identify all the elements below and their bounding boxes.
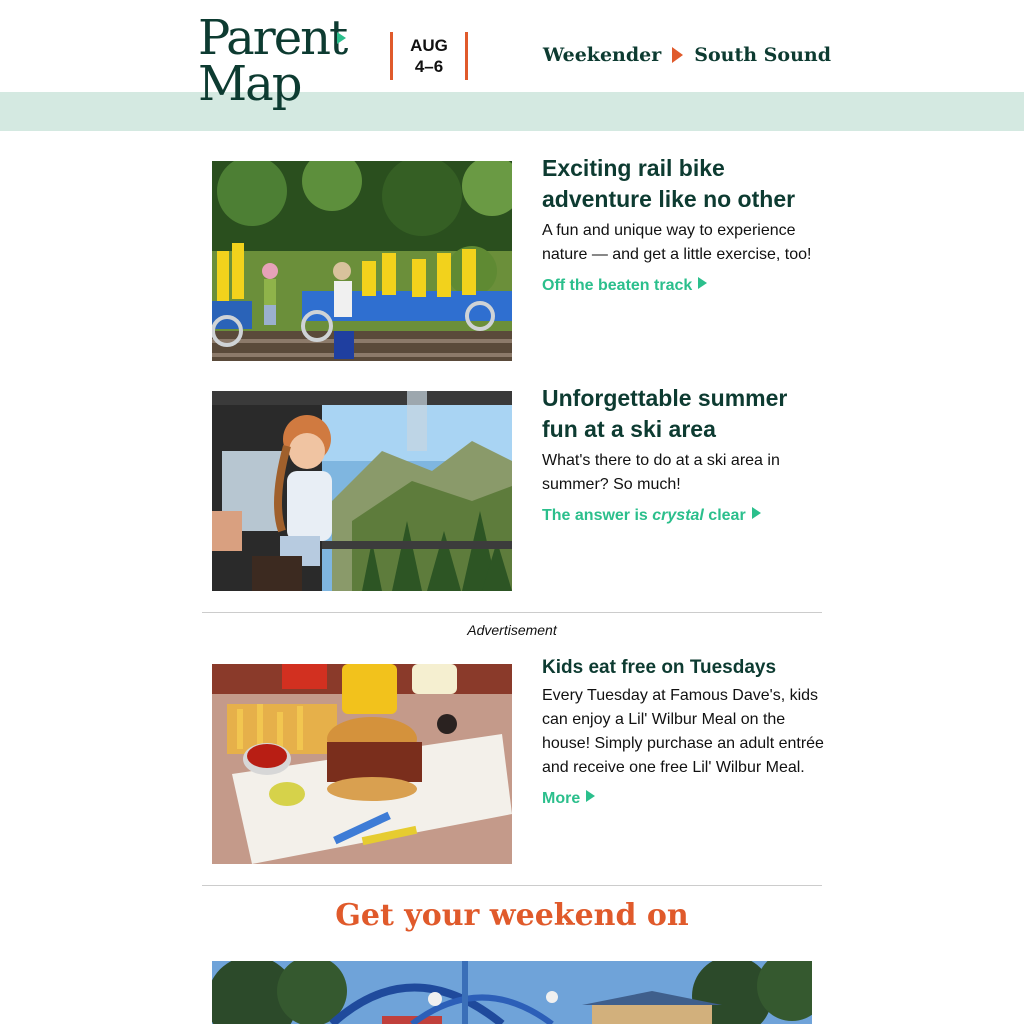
date-month: AUG — [410, 36, 448, 55]
advertisement-label: Advertisement — [467, 622, 557, 638]
section-feature-image[interactable] — [212, 961, 812, 1024]
divider — [202, 612, 822, 613]
nav-weekender[interactable]: Weekender — [542, 44, 662, 66]
ad-image[interactable] — [212, 664, 512, 864]
parentmap-logo[interactable] — [198, 10, 358, 124]
cta-label: Off the beaten track — [542, 277, 693, 294]
article-cta-link[interactable] — [542, 507, 761, 525]
article-cta-link[interactable] — [542, 277, 707, 295]
date-range: 4–6 — [414, 57, 444, 76]
edition-breadcrumb — [543, 44, 831, 66]
ad-text — [542, 656, 827, 808]
article-blurb: What's there to do at a ski area in summer? So much! — [542, 452, 780, 493]
article-image-ski-area[interactable] — [212, 391, 512, 591]
cta-label-post: clear — [703, 507, 746, 524]
arrow-right-icon — [672, 47, 683, 63]
ad-headline[interactable]: Kids eat free on Tuesdays — [542, 657, 777, 678]
ad-blurb: Every Tuesday at Famous Dave's, kids can enjoy a Lil' Wilbur Meal on the house! Simply purchase an adult entrée and receive one free Lil' Wilbur Meal. — [542, 687, 824, 776]
logo-play-icon — [337, 32, 346, 44]
cta-label-em: crystal — [652, 507, 704, 524]
ad-cta-link[interactable] — [542, 790, 595, 808]
issue-date — [390, 32, 468, 80]
article-headline[interactable]: Exciting rail bike adventure like no other — [542, 155, 796, 212]
article-image-rail-bike[interactable] — [212, 161, 512, 361]
divider — [202, 885, 822, 886]
cta-label-pre: The answer is — [542, 507, 653, 524]
cta-label: More — [542, 790, 581, 807]
logo-text-parent: Parent — [198, 10, 347, 66]
triangle-right-icon — [698, 277, 707, 289]
logo-text-map: Map — [198, 56, 301, 112]
article-text — [542, 153, 827, 295]
nav-region[interactable]: South Sound — [694, 44, 831, 66]
header-band — [0, 92, 1024, 131]
article-headline[interactable]: Unforgettable summer fun at a ski area — [542, 385, 788, 442]
article-blurb: A fun and unique way to experience nature — and get a little exercise, too! — [542, 222, 812, 263]
triangle-right-icon — [586, 790, 595, 802]
article-text — [542, 383, 827, 525]
section-title: Get your weekend on — [335, 898, 689, 933]
triangle-right-icon — [752, 507, 761, 519]
